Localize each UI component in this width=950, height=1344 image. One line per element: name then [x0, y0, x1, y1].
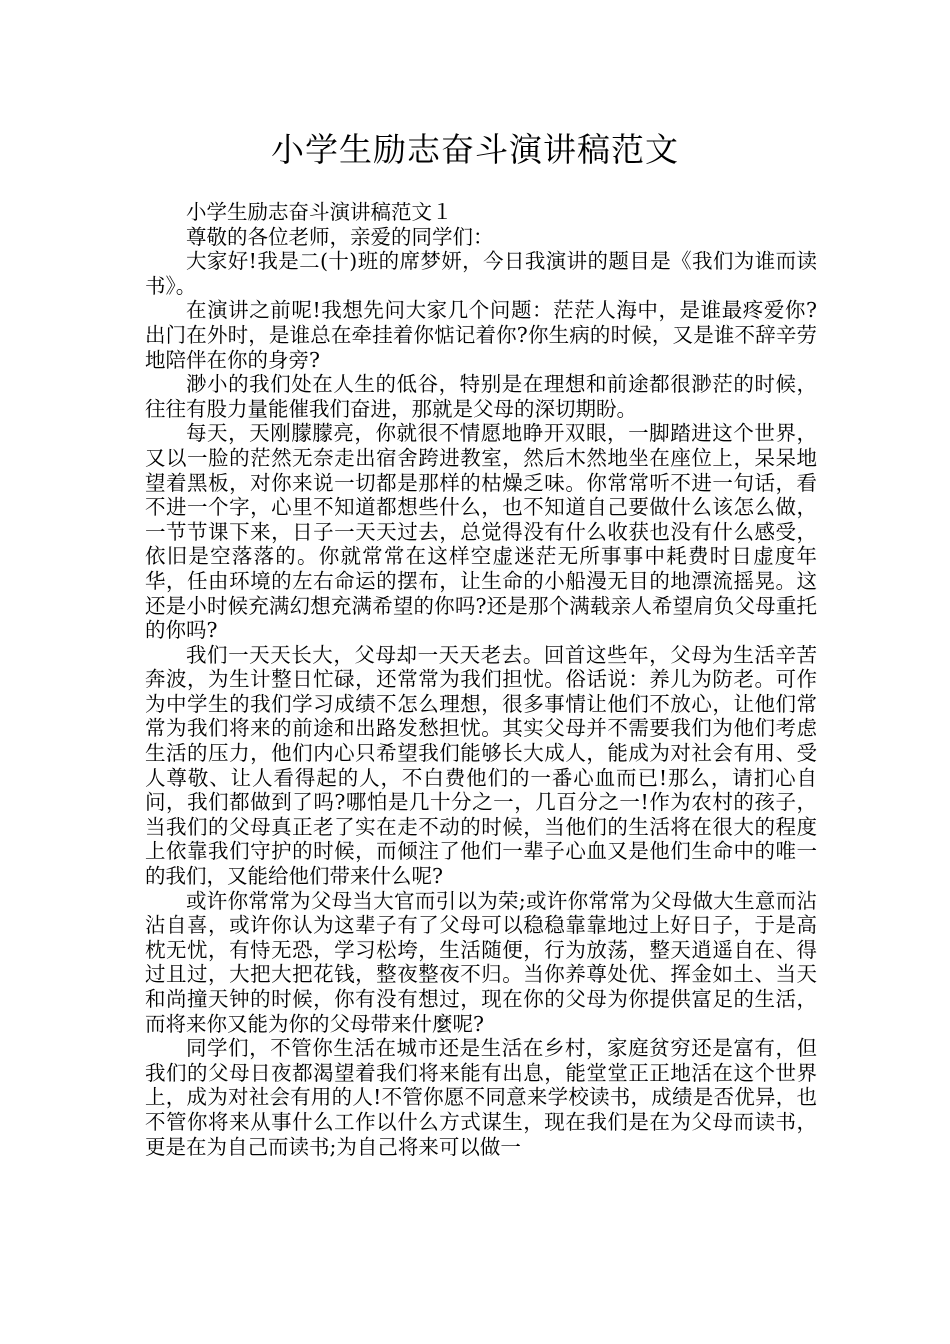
paragraph: 同学们，不管你生活在城市还是生活在乡村，家庭贫穷还是富有，但我们的父母日夜都渴望着我们将来能有出息，能堂堂正正地活在这个世界上，成为对社会有用的人!不管你愿不同意来学校读书，成绩是否优异，也不管你将来从事什么工作以什么方式谋生，现在我们是在为父母而读书，更是在为自己而读书;为自己将来可以做一: [145, 1036, 817, 1159]
document-body: [145, 200, 817, 1159]
salutation: 尊敬的各位老师，亲爱的同学们：: [186, 224, 494, 249]
paragraph: 或许你常常为父母当大官而引以为荣;或许你常常为父母做大生意而沾沾自喜，或许你认为这辈子有了父母可以稳稳靠靠地过上好日子，于是高枕无忧，有恃无恐，学习松垮，生活随便，行为放荡，整天逍遥自在、得过且过，大把大把花钱，整夜整夜不归。当你养尊处优、挥金如土、当天和尚撞天钟的时候，你有没有想过，现在你的父母为你提供富足的生活，而将来你又能为你的父母带来什麼呢?: [145, 888, 817, 1036]
paragraph: 渺小的我们处在人生的低谷，特别是在理想和前途都很渺茫的时候，往往有股力量能催我们奋进，那就是父母的深切期盼。: [145, 372, 817, 421]
section-heading: 小学生励志奋斗演讲稿范文１: [186, 200, 453, 224]
paragraph: 大家好!我是二(十)班的席梦妍，今日我演讲的题目是《我们为谁而读书》。: [145, 249, 817, 298]
paragraph: 每天，天刚朦朦亮，你就很不情愿地睁开双眼，一脚踏进这个世界，又以一脸的茫然无奈走出宿舍跨进教室，然后木然地坐在座位上，呆呆地望着黑板，对你来说一切都是那样的枯燥乏味。你常常听不进一句话，看不进一个字，心里不知道都想些什么，也不知道自己要做什么该怎么做，一节节课下来，日子一天天过去，总觉得没有什么收获也没有什么感受，依旧是空落落的。你就常常在这样空虚迷茫无所事事中耗费时日虚度年华，任由环境的左右命运的摆布，让生命的小船漫无目的地漂流摇晃。这还是小时候充满幻想充满希望的你吗?还是那个满载亲人希望肩负父母重托的你吗?: [145, 421, 817, 643]
paragraph: 我们一天天长大，父母却一天天老去。回首这些年，父母为生活辛苦奔波，为生计整日忙碌，还常常为我们担忧。俗话说：养儿为防老。可作为中学生的我们学习成绩不怎么理想，很多事情让他们不放心，让他们常常为我们将来的前途和出路发愁担忧。其实父母并不需要我们为他们考虑生活的压力，他们内心只希望我们能够长大成人，能成为对社会有用、受人尊敬、让人看得起的人，不白费他们的一番心血而已!那么，请扪心自问，我们都做到了吗?哪怕是几十分之一，几百分之一!作为农村的孩子，当我们的父母真正老了实在走不动的时候，当他们的生活将在很大的程度上依靠我们守护的时候，而倾注了他们一辈子心血又是他们生命中的唯一的我们，又能给他们带来什么呢?: [145, 642, 817, 889]
paragraph: 在演讲之前呢!我想先问大家几个问题：茫茫人海中，是谁最疼爱你?出门在外时，是谁总在牵挂着你惦记着你?你生病的时候，又是谁不辞辛劳地陪伴在你的身旁?: [145, 298, 817, 372]
document-title: 小学生励志奋斗演讲稿范文: [271, 130, 679, 169]
